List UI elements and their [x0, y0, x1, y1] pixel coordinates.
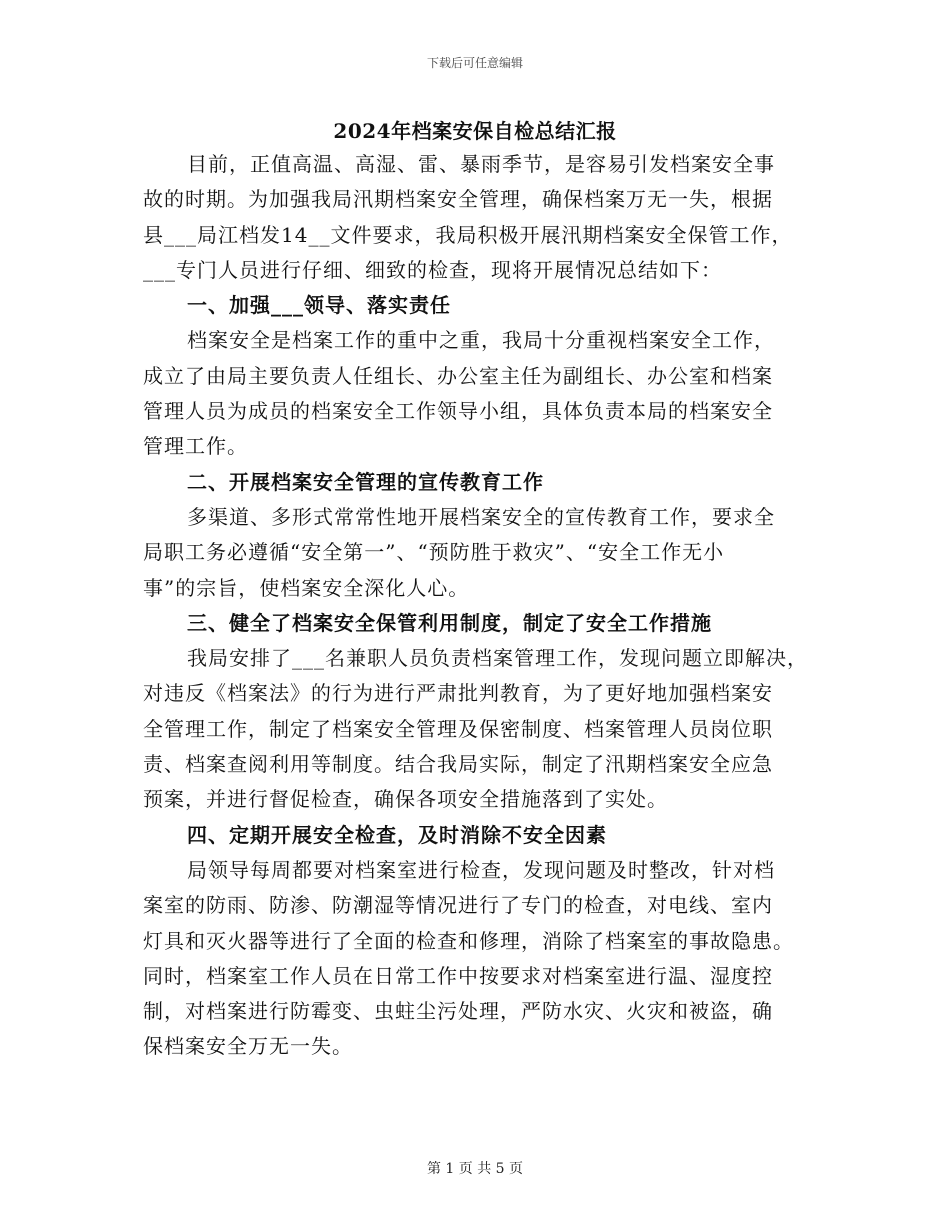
- document-title: 2024年档案安保自检总结汇报: [333, 119, 617, 143]
- paragraph-section-4-line-1: 局领导每周都要对档案室进行检查，发现问题及时整改，针对档: [187, 857, 775, 882]
- paragraph-section-4-line-2: 案室的防雨、防渗、防潮湿等情况进行了专门的检查，对电线、室内: [143, 893, 773, 918]
- paragraph-section-3-line-4: 责、档案查阅利用等制度。结合我局实际，制定了汛期档案安全应急: [143, 752, 773, 777]
- paragraph-section-3-line-2: 对违反《档案法》的行为进行严肃批判教育，为了更好地加强档案安: [143, 681, 773, 706]
- paragraph-section-4-line-6: 保档案安全万无一失。: [143, 1034, 353, 1059]
- paragraph-section-1-line-3: 管理人员为成员的档案安全工作领导小组，具体负责本局的档案安全: [143, 399, 773, 424]
- page-number-footer: 第 1 页 共 5 页: [426, 1161, 524, 1177]
- paragraph-intro-line-3: 县___局江档发14__文件要求，我局积极开展汛期档案安全保管工作，: [143, 222, 793, 247]
- paragraph-intro-line-4: ___专门人员进行仔细、细致的检查，现将开展情况总结如下：: [143, 257, 722, 282]
- paragraph-section-2-line-2: 局职工务必遵循“安全第一”、“预防胜于救灾”、“安全工作无小: [143, 540, 725, 565]
- paragraph-section-1-line-1: 档案安全是档案工作的重中之重，我局十分重视档案安全工作，: [187, 328, 775, 353]
- header-note: 下载后可任意编辑: [426, 56, 523, 70]
- section-heading-4: 四、定期开展安全检查，及时消除不安全因素: [187, 822, 607, 847]
- document-body: [143, 147, 808, 1065]
- paragraph-section-3-line-5: 预案，并进行督促检查，确保各项安全措施落到了实处。: [143, 787, 668, 812]
- paragraph-section-3-line-3: 全管理工作，制定了档案安全管理及保密制度、档案管理人员岗位职: [143, 716, 773, 741]
- paragraph-section-3-line-1: 我局安排了___名兼职人员负责档案管理工作，发现问题立即解决，: [187, 646, 808, 671]
- paragraph-section-4-line-4: 同时，档案室工作人员在日常工作中按要求对档案室进行温、湿度控: [143, 963, 773, 988]
- paragraph-section-1-line-4: 管理工作。: [143, 434, 248, 459]
- paragraph-section-4-line-5: 制，对档案进行防霉变、虫蛀尘污处理，严防水灾、火灾和被盗，确: [143, 999, 773, 1024]
- section-heading-2: 二、开展档案安全管理的宣传教育工作: [187, 469, 544, 494]
- section-heading-3: 三、健全了档案安全保管利用制度，制定了安全工作措施: [187, 610, 712, 635]
- paragraph-intro-line-2: 故的时期。为加强我局汛期档案安全管理，确保档案万无一失，根据: [143, 187, 773, 212]
- paragraph-section-2-line-1: 多渠道、多形式常常性地开展档案安全的宣传教育工作，要求全: [187, 504, 775, 529]
- paragraph-intro-line-1: 目前，正值高温、高湿、雷、暴雨季节，是容易引发档案安全事: [187, 152, 775, 176]
- section-heading-1: 一、加强___领导、落实责任: [187, 293, 451, 318]
- paragraph-section-2-line-3: 事”的宗旨，使档案安全深化人心。: [143, 575, 470, 600]
- paragraph-section-4-line-3: 灯具和灭火器等进行了全面的检查和修理，消除了档案室的事故隐患。: [143, 928, 794, 953]
- paragraph-section-1-line-2: 成立了由局主要负责人任组长、办公室主任为副组长、办公室和档案: [143, 363, 773, 388]
